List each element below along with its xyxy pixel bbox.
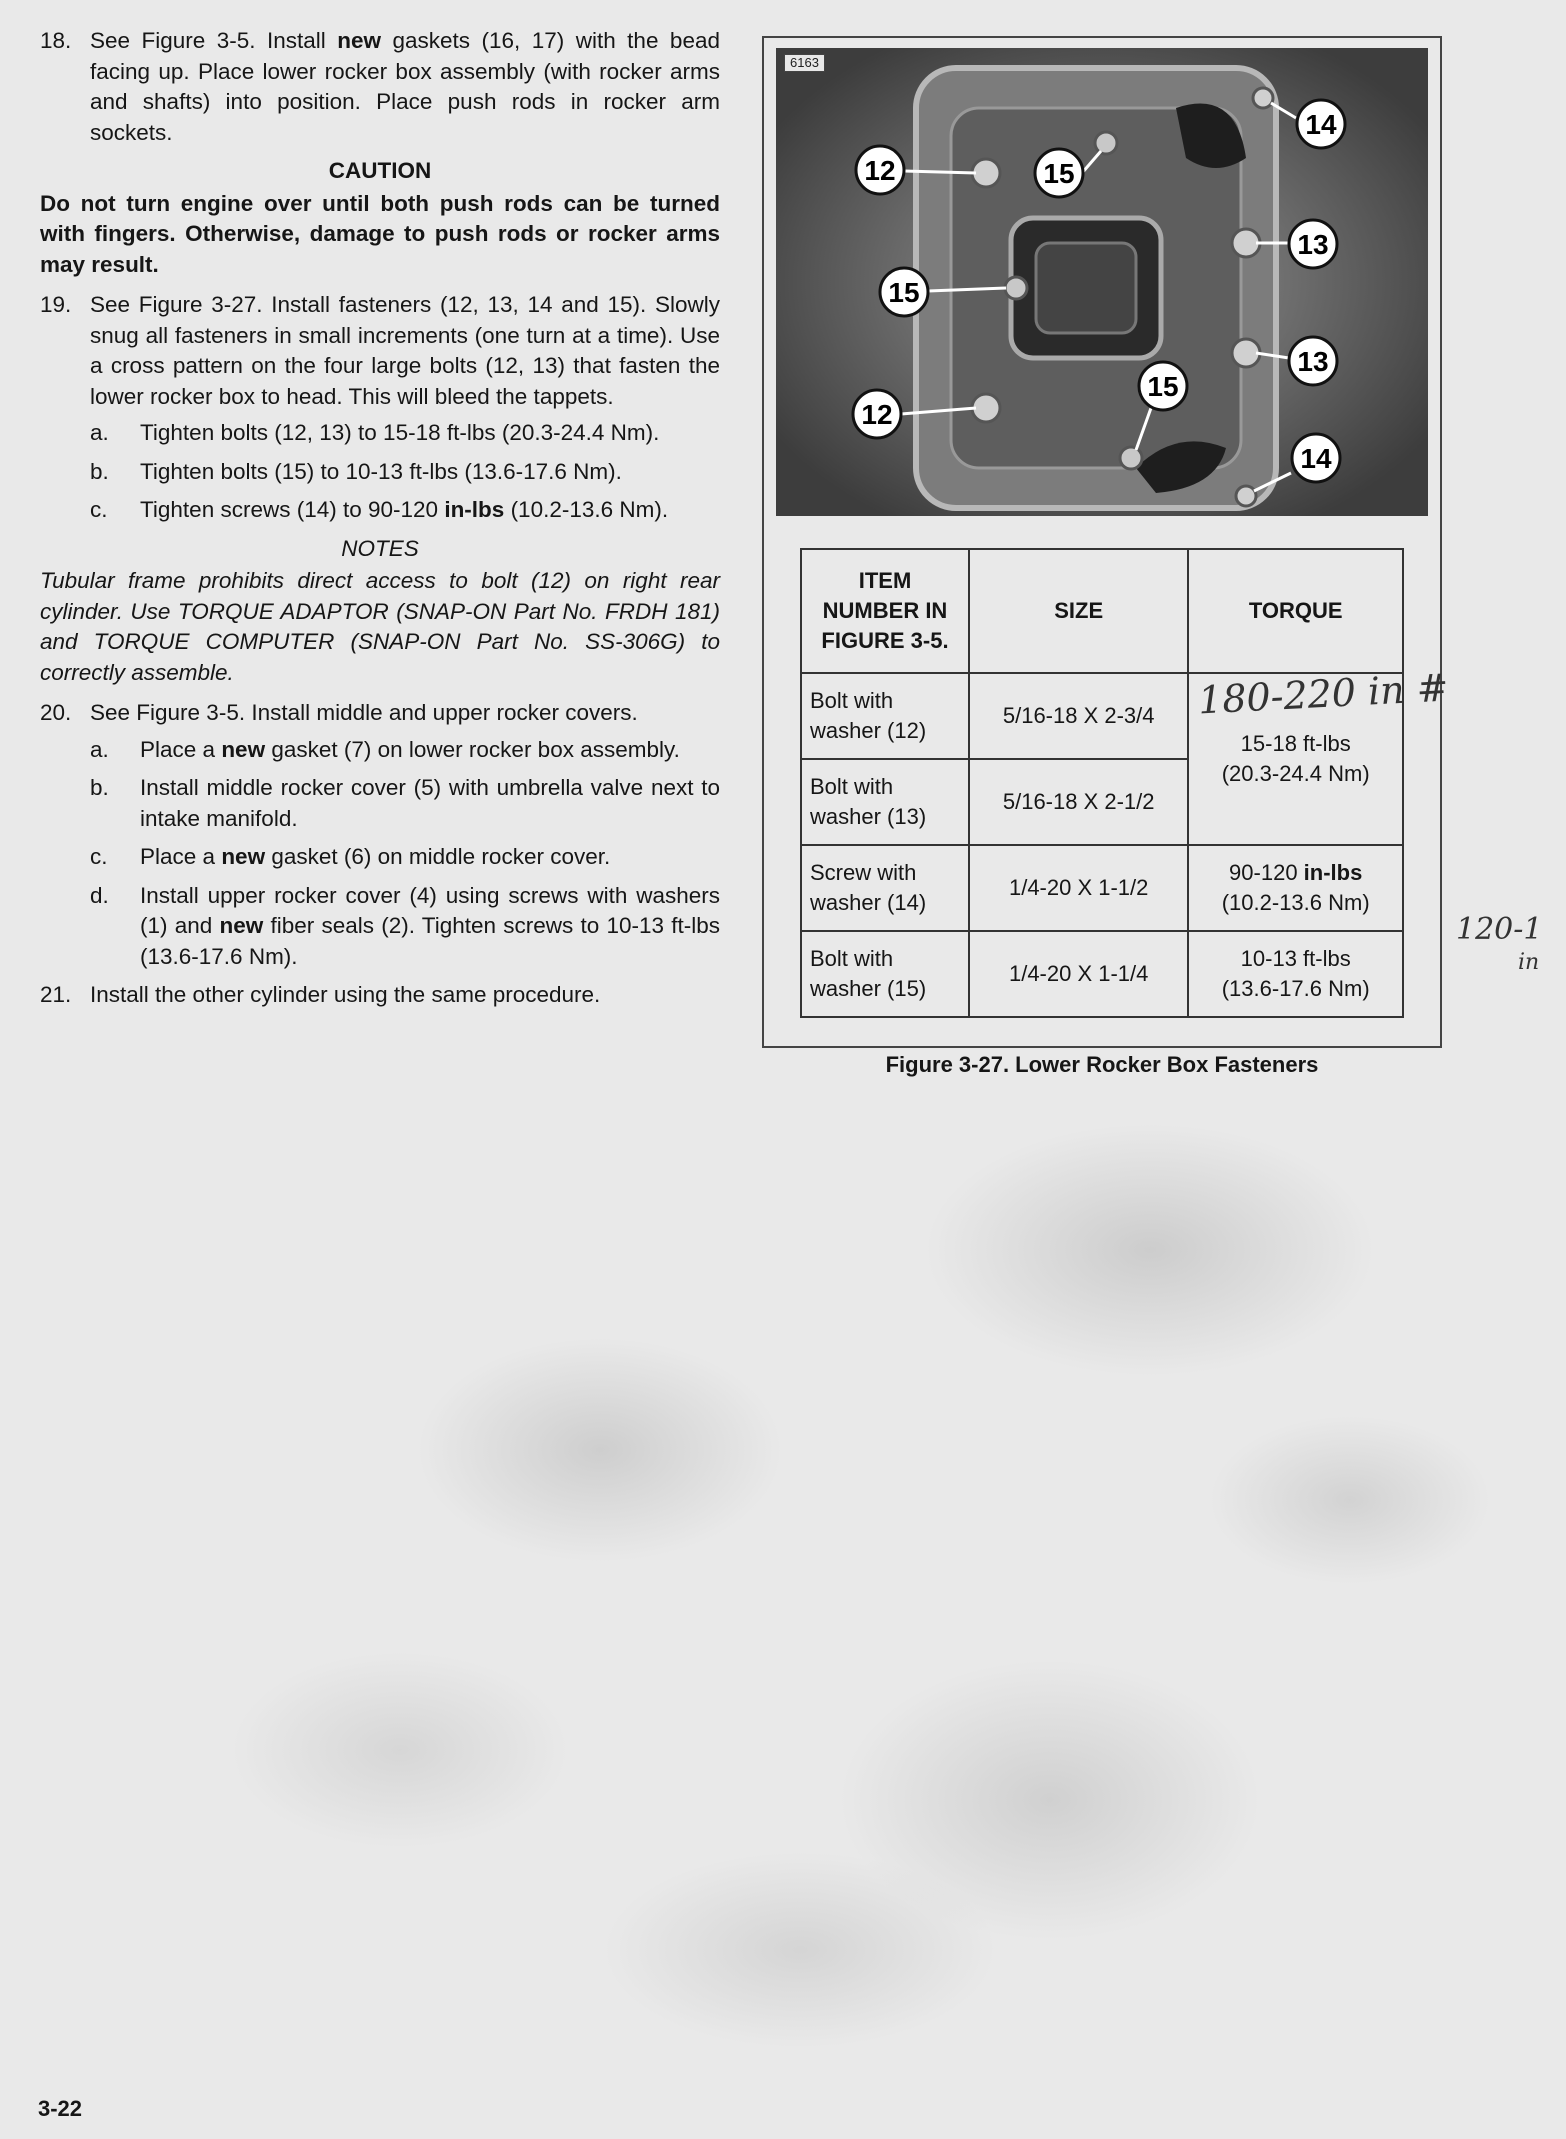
- header-item: ITEM NUMBER IN FIGURE 3-5.: [801, 549, 969, 673]
- rocker-box-photo: [776, 48, 1428, 516]
- substep-19a: a. Tighten bolts (12, 13) to 15-18 ft-lbs (20.3-24.4 Nm).: [90, 420, 660, 445]
- cell-item: Screw with washer (14): [801, 845, 969, 931]
- notes-heading: NOTES: [341, 535, 419, 561]
- page-number: 3-22: [38, 2096, 83, 2121]
- callout-14b: [1292, 434, 1340, 482]
- step-21: 21. Install the other cylinder using the same procedure.: [40, 980, 720, 1011]
- svg-text:13: 13: [1297, 346, 1329, 377]
- table-row: [801, 931, 1403, 1017]
- substep-20b: b. Install middle rocker cover (5) with umbrella valve next to intake manifold.: [90, 775, 720, 831]
- notes-text: Tubular frame prohibits direct access to bolt (12) on right rear cylinder. Use TORQUE ADAPTOR (SNAP-ON Part No. FRDH 181) and TORQUE COMPUTER (SNAP-ON Part No. SS-306G) to correctly assemble.: [40, 568, 720, 685]
- instruction-column: [40, 26, 720, 1019]
- step-20: 20. See Figure 3-5. Install middle and upper rocker covers. a. Place a new gasket (7) on lower rocker box assembly. b. Install middle rocker cover (5) with umbrella valve next to intake manifold. c. Place a new gasket (6) on middle rocker cover. d. Install upper rocker cover (4) using screws with washers (1) and new fiber seals (2). Tighten screws to 10-13 ft-lbs (13.6-17.6 Nm).: [40, 698, 720, 972]
- substep-20d: d. Install upper rocker cover (4) using screws with washers (1) and new fiber seals (2). Tighten screws to 10-13 ft-lbs (13.6-17.6 Nm).: [90, 882, 720, 969]
- svg-text:14: 14: [1300, 443, 1332, 474]
- step-18: 18. See Figure 3-5. Install new gaskets (16, 17) with the bead facing up. Place lower rocker box assembly (with rocker arms and shafts) into position. Place push rods in rocker arm sockets.: [40, 28, 720, 145]
- cell-size: 5/16-18 X 2-3/4: [969, 673, 1188, 759]
- table-header-row: [801, 549, 1403, 673]
- caution-text: Do not turn engine over until both push rods can be turned with fingers. Otherwise, damage to push rods or rocker arms may result.: [40, 190, 720, 277]
- engine-photo-illustration: [776, 48, 1428, 516]
- callout-15b: [880, 268, 928, 316]
- table-row: [801, 845, 1403, 931]
- callout-15a: [1035, 149, 1083, 197]
- substep-19b: b. Tighten bolts (15) to 10-13 ft-lbs (13.6-17.6 Nm).: [90, 458, 622, 484]
- svg-text:14: 14: [1305, 109, 1337, 140]
- figure-caption: Figure 3-27. Lower Rocker Box Fasteners: [885, 1052, 1319, 1077]
- cell-torque: 90-120 in-lbs (10.2-13.6 Nm): [1188, 845, 1403, 931]
- svg-text:12: 12: [861, 399, 893, 430]
- handwritten-note-margin-2: in: [1518, 950, 1540, 975]
- cell-size: 5/16-18 X 2-1/2: [969, 759, 1188, 845]
- header-size: SIZE: [969, 549, 1188, 673]
- fastener-spec-table: [800, 548, 1404, 1018]
- svg-text:15: 15: [1147, 371, 1179, 402]
- callout-14a: [1297, 100, 1345, 148]
- callout-15c: [1139, 362, 1187, 410]
- cell-torque-merged: 15-18 ft-lbs (20.3-24.4 Nm): [1188, 673, 1403, 845]
- figure-box: [762, 36, 1442, 1048]
- cell-size: 1/4-20 X 1-1/4: [969, 931, 1188, 1017]
- svg-text:15: 15: [1043, 158, 1075, 189]
- callout-12a: [856, 146, 904, 194]
- step-19: 19. See Figure 3-27. Install fasteners (12, 13, 14 and 15). Slowly snug all fasteners in small increments (one turn at a time). Use a cross pattern on the four large bolts (12, 13) that fasten the lower rocker box to head. This will bleed the tappets. a. Tighten bolts (12, 13) to 15-18 ft-lbs (20.3-24.4 Nm). b. Tighten bolts (15) to 10-13 ft-lbs (13.6-17.6 Nm). c. Tighten screws (14) to 90-120 in-lbs (10.2-13.6 Nm).: [40, 290, 720, 526]
- callout-13a: [1289, 220, 1337, 268]
- cell-torque: 10-13 ft-lbs (13.6-17.6 Nm): [1188, 931, 1403, 1017]
- step-number: 19.: [40, 292, 72, 317]
- substep-20c: c. Place a new gasket (6) on middle rocker cover.: [90, 844, 611, 869]
- cell-size: 1/4-20 X 1-1/2: [969, 845, 1188, 931]
- substep-19c: c. Tighten screws (14) to 90-120 in-lbs (10.2-13.6 Nm).: [90, 497, 669, 522]
- svg-text:15: 15: [888, 277, 920, 308]
- caution-heading: CAUTION: [328, 158, 432, 183]
- cell-item: Bolt with washer (12): [801, 673, 969, 759]
- step-number: 18.: [40, 28, 72, 53]
- callout-12b: [853, 390, 901, 438]
- svg-text:13: 13: [1297, 229, 1329, 260]
- handwritten-note-torque: 180-220 in #: [1197, 665, 1450, 723]
- figure-id-label: 6163: [784, 54, 825, 72]
- cell-item: Bolt with washer (13): [801, 759, 969, 845]
- cell-item: Bolt with washer (15): [801, 931, 969, 1017]
- step-number: 20.: [40, 700, 72, 725]
- svg-text:12: 12: [864, 155, 896, 186]
- step-number: 21.: [40, 982, 72, 1007]
- header-torque: TORQUE: [1188, 549, 1403, 673]
- substep-20a: a. Place a new gasket (7) on lower rocker box assembly.: [90, 736, 680, 762]
- handwritten-note-margin: 120-1: [1456, 912, 1543, 947]
- callout-13b: [1289, 337, 1337, 385]
